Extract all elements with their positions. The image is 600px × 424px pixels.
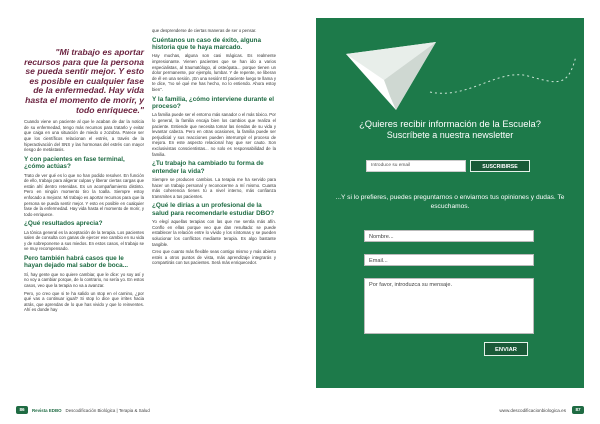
article-column-2 bbox=[152, 28, 276, 268]
right-footer bbox=[499, 406, 584, 414]
paragraph: Creo que cuanto más flexible seas contigo mismo y más abierto estés a otros puntos de vista, más aprendizaje integrarás y compartirás con tus pacientes. Será más enriquecedor. bbox=[152, 249, 276, 266]
right-page bbox=[300, 0, 600, 424]
name-field[interactable]: Nombre... bbox=[364, 230, 534, 242]
paragraph: Pero, yo creo que si te ha salido un stop en el camino, ¿por qué vas a continuar igual? Si stop lo dice que irrites hacia atrás, que aprendas de lo que has vivido y que lo reinventes. Ahí es donde hay bbox=[24, 290, 144, 313]
newsletter-panel bbox=[316, 18, 584, 388]
newsletter-title: ¿Quieres recibir información de la Escuela? bbox=[359, 118, 541, 129]
paragraph: Siempre se producen cambios. La terapia me ha servido para hacer un trabajo personal y reconocerme a mí mismo. Cuanta más coherencia tienes tú a nivel interno, más confianza transmites a tus pacientes. bbox=[152, 176, 276, 199]
article-column-1 bbox=[24, 48, 144, 315]
pull-quote: "Mi trabajo es aportar recursos para que la persona se pueda sentir mejor. Y esto es posible en cualquier fase de la enfermedad. Hay vida hasta el momento de morir, y todo enriquece." bbox=[24, 47, 144, 115]
question-heading: ¿Tu trabajo ha cambiado tu forma de entender la vida? bbox=[152, 160, 264, 175]
flight-path-decoration bbox=[428, 48, 578, 108]
paragraph: Cuando viene un paciente al que le acaban de dar la noticia de su enfermedad, tengo más recursos para tratarlo y evitar que caiga en una situación de miedo o zozobra. Parece ser que los científicos relacionan el estrés, a través de la hiperactivación del SNS y las hormonas del estrés con mayor riesgo de metástasis. bbox=[24, 119, 144, 153]
magazine-section: Descodificación Biológica | Terapia & Salud bbox=[65, 407, 150, 413]
question-heading: ¿Qué le dirías a un profesional de la salud para recomendarle estudiar DBO? bbox=[152, 202, 275, 217]
page-number: 87 bbox=[572, 406, 584, 414]
message-field[interactable]: Por favor, introduzca su mensaje. bbox=[364, 278, 534, 334]
page-number: 86 bbox=[16, 406, 28, 414]
question-heading: Cuéntanos un caso de éxito, alguna historia que te haya marcado. bbox=[152, 36, 262, 51]
email-field[interactable]: Email... bbox=[364, 254, 534, 266]
magazine-brand: Revista EDBO bbox=[32, 407, 62, 413]
paragraph: La tónica general es la aceptación de la terapia. Los pacientes salen de consulta con ganas de ejercer ese cambio en su vida y de sobreponerse a sus miedos. En estos casos, el trabajo se ve muy recompensado. bbox=[24, 229, 144, 252]
question-heading: Pero también habrá casos que le hayan dejado mal sabor de boca... bbox=[24, 255, 129, 270]
question-heading: Y la familia, ¿cómo interviene durante el proceso? bbox=[152, 95, 275, 110]
newsletter-email-input[interactable]: Introduce su email bbox=[366, 160, 466, 172]
paper-plane-icon bbox=[344, 40, 438, 114]
subscribe-button[interactable]: SUSCRIBIRSE bbox=[470, 160, 530, 172]
paragraph: que desprenderse de ciertas maneras de ser o pensar. bbox=[152, 28, 257, 33]
newsletter-subtitle: Suscríbete a nuestra newsletter bbox=[386, 130, 514, 140]
paragraph: Trato de ver qué es lo que no han podido resolver. En función de ello, trabajo para aligerar culpas y liberar ciertas cargas que están ahí dentro retenidas. Es un acompañamiento distinto. Pero en ningún momento tiro la toalla. Siempre estoy enfocado a mejorar. Mi trabajo es aportar recursos para que la persona se pueda sentir mejor. Y esto es posible en cualquier fase de la enfermedad. Hay vida hasta el momento de morir, y todo enriquece. bbox=[24, 172, 144, 217]
contact-intro: ...Y si lo prefieres, puedes preguntarnos o enviarnos tus opiniones y dudas. Te escuchamos. bbox=[335, 194, 565, 210]
question-heading: Y con pacientes en fase terminal, ¿cómo actúas? bbox=[24, 155, 125, 171]
paragraph: Sí, hay gente que no quiere cambiar, que le dice: yo soy así y no voy a cambiar porque, de lo contrario, no sería yo. En estos casos, veo que la terapia no va a avanzar. bbox=[24, 271, 144, 289]
website-url[interactable]: www.descodificacionbiologica.es bbox=[499, 407, 566, 413]
left-footer bbox=[16, 406, 150, 414]
paragraph: Yo elegí aquellas terapias con las que me sentía más afín. Conflo en ellas porque veo que dan resultado: se puede establecer la relación entre lo vivido y los síntomas y se pueden solucionar los conflictos mediante terapia. Es algo bastante tangible. bbox=[152, 219, 276, 247]
send-button[interactable]: ENVIAR bbox=[484, 342, 528, 356]
paragraph: Hay muchas, alguna son casi mágicas. Es realmente impresionante. Vienen pacientes que se han ido a varios especialistas, al traumatólogo, al osteópata... porque tienen un dolor permanente, por ejemplo, lumbar. Y de repente, se liberan de él en una sesión. ¡En una sesión! El paciente luego te llama y te dice, "no sé qué me has hecho, no lo entiendo. Ahora estoy bien". bbox=[152, 53, 276, 92]
question-heading: ¿Qué resultados aprecia? bbox=[24, 220, 103, 228]
paragraph: La familia puede ser el entorno más sanador o el más tóxico. Por lo general, la familia encaja bien los cambios que realiza el paciente. Entiende que necesita tomar las riendas de su vida y levantar cabeza. Pero en otras ocasiones, la familia puede ser perjudicial y sus reacciones pueden interrumpir el proceso de mejora. En este aspecto relacional hay que ser cauto. Son exclusivistas conscientistas... no solo es responsabilidad de la familia. bbox=[152, 112, 276, 157]
